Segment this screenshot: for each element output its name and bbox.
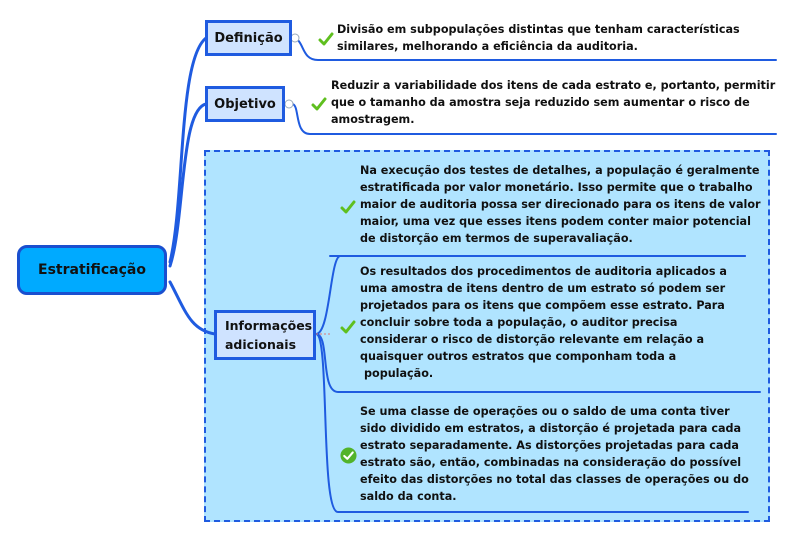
- note-1-text: Na execução dos testes de detalhes, a população é geralmente estratificada por valor monetário. Isso permite que o trabalho maior de auditoria possa ser direcionado para os itens de valor maior, uma vez que esses itens podem conter maior potencial de distorção em termos de superavaliação.: [360, 164, 761, 245]
- branch-objetivo-label: Objetivo: [214, 96, 276, 112]
- branch-informacoes-label-line1: Informações: [225, 318, 313, 333]
- collapse-handle-objetivo: [285, 100, 293, 108]
- connector-objetivo: [170, 104, 206, 266]
- branch-informacoes-label-line2: adicionais: [225, 337, 297, 352]
- branch-definicao-label: Definição: [214, 30, 283, 46]
- branch-definicao[interactable]: [205, 20, 292, 56]
- collapse-handle-definicao: [291, 34, 299, 42]
- check-icon: [340, 319, 356, 335]
- note-3-text: Se uma classe de operações ou o saldo de uma conta tiver sido dividido em estratos, a distorção é projetada para cada estrato separadamente. As distorções projetadas para cada estrato são, então, combinadas na consideração do possível efeito das distorções no total das classes de operações ou do saldo da conta.: [360, 405, 749, 503]
- check-icon: [340, 199, 356, 215]
- objetivo-text: Reduzir a variabilidade dos itens de cada estrato e, portanto, permitir que o tamanho da amostra seja reduzido sem aumentar o risco de amostragem.: [331, 79, 776, 126]
- connector-informacoes: [170, 282, 215, 334]
- check-icon: [311, 96, 327, 112]
- check-icon: [318, 31, 334, 47]
- root-node[interactable]: [17, 245, 167, 295]
- branch-objetivo[interactable]: [205, 86, 285, 122]
- task-done-icon: [340, 447, 357, 464]
- branch-informacoes-adicionais[interactable]: [214, 310, 316, 360]
- definicao-text: Divisão em subpopulações distintas que tenham características similares, melhorando a eficiência da auditoria.: [337, 23, 740, 53]
- note-2-text: Os resultados dos procedimentos de auditoria aplicados a uma amostra de itens dentro de um estrato só podem ser projetados para os itens que compõem esse estrato. Para concluir sobre toda a população, o auditor precisa considerar o risco de distorção relevante em relação a quaisquer outros estratos que componham toda a população.: [360, 265, 727, 380]
- root-label: Estratificação: [38, 262, 146, 278]
